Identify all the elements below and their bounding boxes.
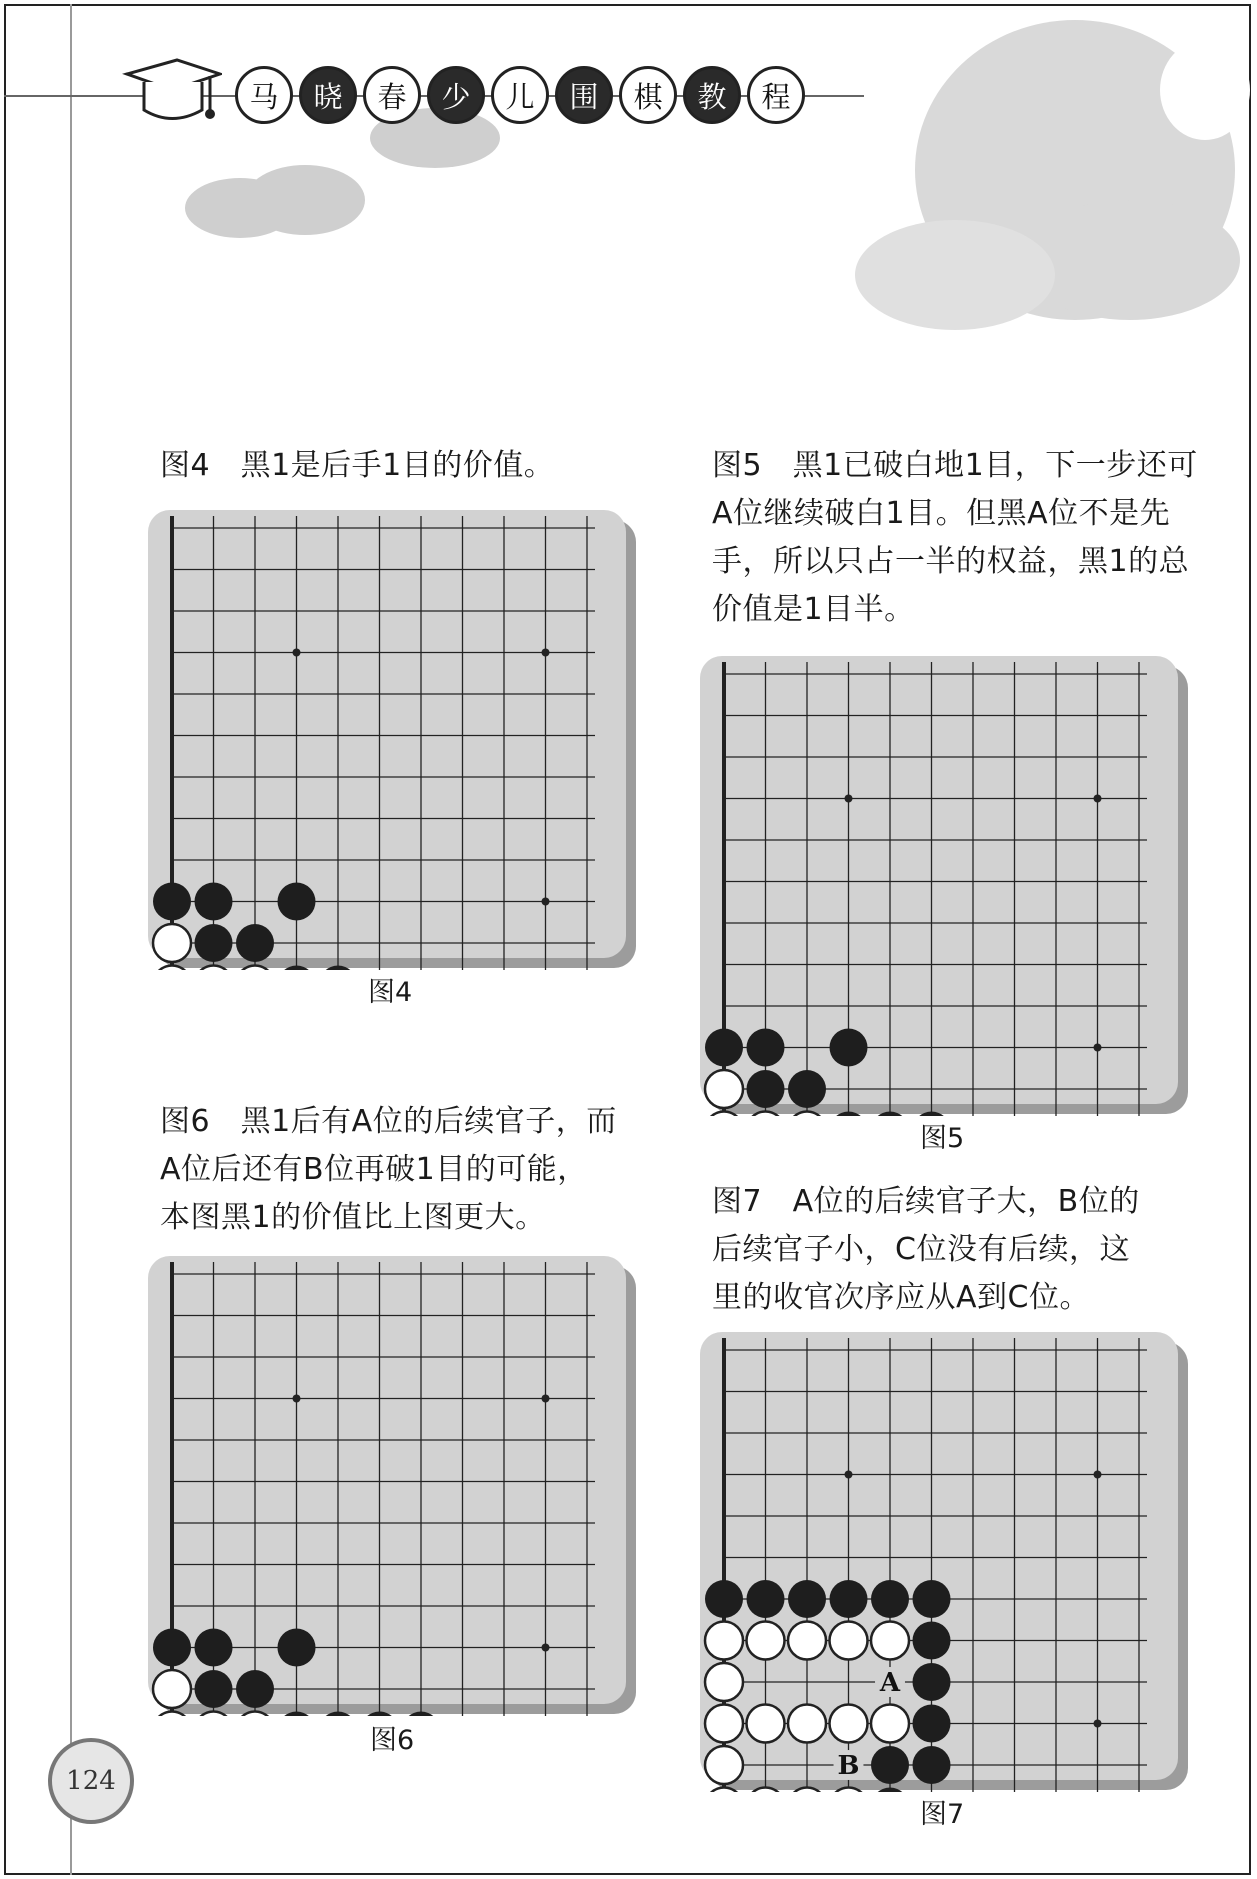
star-point xyxy=(542,649,550,657)
graduation-cap-icon xyxy=(122,52,222,132)
fig7-board xyxy=(700,1332,1190,1796)
black-stone xyxy=(705,1029,743,1067)
black-stone xyxy=(236,1670,274,1708)
star-point xyxy=(542,1395,550,1403)
black-stone xyxy=(747,1070,785,1108)
black-stone xyxy=(195,1629,233,1667)
margin-line xyxy=(70,4,72,1875)
fig5-caption-line: 手，所以只占一半的权益，黑1的总 xyxy=(712,544,1190,579)
go-board xyxy=(700,656,1190,1116)
fig7-caption-line: 里的收官次序应从A到C位。 xyxy=(712,1280,1090,1315)
go-board xyxy=(148,510,638,970)
fig7-label: 图7 xyxy=(920,1799,965,1830)
fig4-caption: 图4 黑1是后手1目的价值。 xyxy=(160,448,555,483)
black-stone xyxy=(153,1629,191,1667)
title-char: 晓 xyxy=(299,66,357,124)
moon-icon xyxy=(1160,40,1250,140)
black-stone xyxy=(195,883,233,921)
go-board xyxy=(148,1256,638,1716)
fig7-caption-line: 后续官子小，C位没有后续，这 xyxy=(712,1232,1130,1267)
white-stone xyxy=(705,1746,743,1784)
white-stone xyxy=(705,1705,743,1743)
star-point xyxy=(293,1395,301,1403)
white-stone xyxy=(788,1622,826,1660)
fig5-caption-line: 图5 黑1已破白地1目，下一步还可 xyxy=(712,448,1198,483)
white-stone xyxy=(153,924,191,962)
white-stone xyxy=(830,1705,868,1743)
white-stone xyxy=(871,1705,909,1743)
black-stone xyxy=(195,924,233,962)
go-board xyxy=(700,1332,1190,1792)
fig6-caption-line: A位后还有B位再破1目的可能， xyxy=(160,1152,588,1187)
black-stone xyxy=(871,1746,909,1784)
white-stone xyxy=(705,1070,743,1108)
black-stone xyxy=(195,1670,233,1708)
fig6-label: 图6 xyxy=(370,1725,415,1756)
white-stone xyxy=(747,1622,785,1660)
black-stone xyxy=(236,924,274,962)
star-point xyxy=(1094,1471,1102,1479)
black-stone xyxy=(705,1580,743,1618)
star-point xyxy=(1094,1044,1102,1052)
title-char: 围 xyxy=(555,66,613,124)
title-char: 少 xyxy=(427,66,485,124)
white-stone xyxy=(788,1705,826,1743)
cloud-right-3 xyxy=(855,220,1055,330)
title-char: 春 xyxy=(363,66,421,124)
fig5-caption xyxy=(712,442,1198,634)
star-point xyxy=(1094,1720,1102,1728)
fig6-caption-line: 图6 黑1后有A位的后续官子，而 xyxy=(160,1104,617,1139)
white-stone xyxy=(830,1622,868,1660)
white-stone xyxy=(747,1705,785,1743)
fig7-caption xyxy=(712,1178,1140,1322)
fig6-board xyxy=(148,1256,638,1720)
fig4-board xyxy=(148,510,638,974)
page-number: 124 xyxy=(48,1738,134,1824)
fig5-caption-line: A位继续破白1目。但黑A位不是先 xyxy=(712,496,1171,531)
black-stone xyxy=(747,1580,785,1618)
fig6-caption xyxy=(160,1098,617,1242)
star-point xyxy=(542,898,550,906)
fig5-board xyxy=(700,656,1190,1120)
black-stone xyxy=(747,1029,785,1067)
black-stone xyxy=(913,1580,951,1618)
black-stone xyxy=(913,1663,951,1701)
black-stone xyxy=(913,1705,951,1743)
cloud-right-2 xyxy=(1020,200,1240,320)
star-point xyxy=(293,649,301,657)
white-stone xyxy=(705,1622,743,1660)
title-char: 儿 xyxy=(491,66,549,124)
fig6-caption-line: 本图黑1的价值比上图更大。 xyxy=(160,1200,546,1235)
fig5-caption-line: 价值是1目半。 xyxy=(712,592,915,627)
title-char: 教 xyxy=(683,66,741,124)
black-stone xyxy=(830,1029,868,1067)
fig5-label: 图5 xyxy=(920,1123,965,1154)
white-stone xyxy=(871,1622,909,1660)
fig7-caption-line: 图7 A位的后续官子大，B位的 xyxy=(712,1184,1140,1219)
black-stone xyxy=(871,1580,909,1618)
stone-label: A xyxy=(879,1668,901,1698)
title-char: 马 xyxy=(235,66,293,124)
black-stone xyxy=(788,1580,826,1618)
white-stone xyxy=(705,1663,743,1701)
black-stone xyxy=(913,1746,951,1784)
black-stone xyxy=(788,1070,826,1108)
black-stone xyxy=(830,1580,868,1618)
star-point xyxy=(542,1644,550,1652)
white-stone xyxy=(153,1670,191,1708)
book-title xyxy=(235,66,805,124)
fig4-label: 图4 xyxy=(368,977,413,1008)
black-stone xyxy=(278,883,316,921)
black-stone xyxy=(153,883,191,921)
title-char: 程 xyxy=(747,66,805,124)
star-point xyxy=(1094,795,1102,803)
title-char: 棋 xyxy=(619,66,677,124)
star-point xyxy=(845,795,853,803)
black-stone xyxy=(278,1629,316,1667)
stone-label: B xyxy=(837,1751,860,1781)
star-point xyxy=(845,1471,853,1479)
black-stone xyxy=(913,1622,951,1660)
cloud-left-2 xyxy=(245,165,365,235)
